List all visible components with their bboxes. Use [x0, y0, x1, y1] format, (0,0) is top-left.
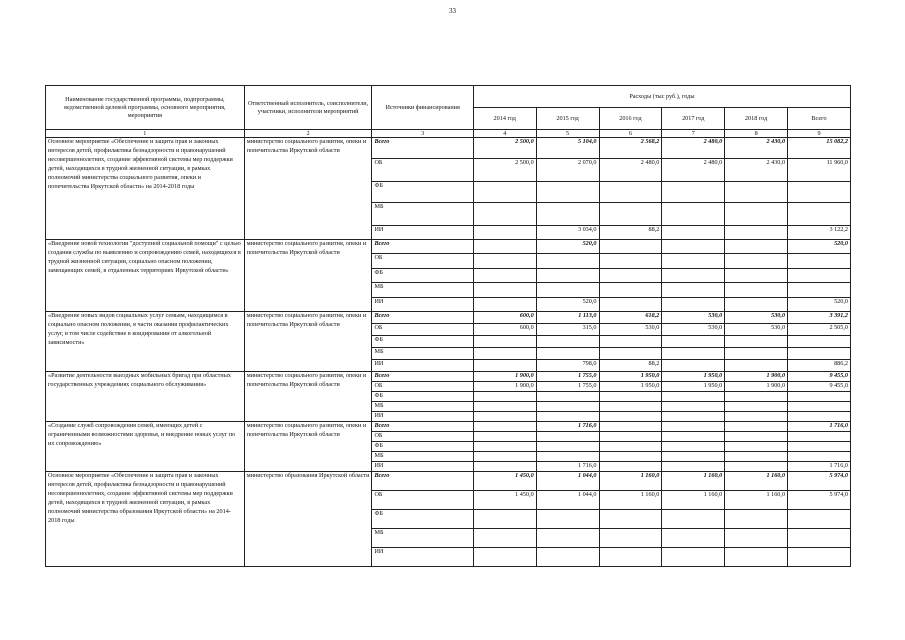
- year-value: [662, 360, 725, 372]
- total-value: [788, 510, 851, 529]
- funding-source: Всего: [372, 312, 473, 324]
- year-value: [662, 529, 725, 548]
- year-value: [662, 442, 725, 452]
- funding-source: ИИ: [372, 360, 473, 372]
- funding-source: Всего: [372, 240, 473, 254]
- activity-executor: министерство социального развития, опеки и попечительства Иркутской области: [244, 240, 372, 312]
- year-value: [473, 432, 536, 442]
- year-value: [662, 412, 725, 422]
- year-value: [662, 510, 725, 529]
- year-value: [599, 548, 662, 567]
- total-value: 11 960,0: [788, 159, 851, 182]
- year-value: [536, 269, 599, 283]
- funding-source: МБ: [372, 452, 473, 462]
- total-value: 3 122,2: [788, 226, 851, 240]
- year-value: [599, 452, 662, 462]
- year-value: [725, 432, 788, 442]
- activity-name: «Внедрение новых видов социальных услуг семьям, находящимся в социально опасном положении, в части оказания профилактических услуг, в том числе содействие в коидировании от алкогольной зависимости»: [46, 312, 245, 372]
- year-value: [473, 203, 536, 226]
- year-value: 2 430,0: [725, 138, 788, 159]
- total-value: 5 974,0: [788, 472, 851, 491]
- year-value: 2 480,0: [599, 159, 662, 182]
- year-value: [473, 529, 536, 548]
- year-value: [662, 283, 725, 298]
- column-number: 1: [46, 130, 245, 138]
- year-value: [662, 336, 725, 348]
- total-value: [788, 452, 851, 462]
- year-value: [662, 392, 725, 402]
- activity-executor: министерство социального развития, опеки и попечительства Иркутской области: [244, 138, 372, 240]
- total-value: [788, 548, 851, 567]
- total-value: 9 455,0: [788, 382, 851, 392]
- year-value: [473, 240, 536, 254]
- year-value: [599, 510, 662, 529]
- year-value: [599, 442, 662, 452]
- total-value: 1 716,0: [788, 422, 851, 432]
- year-value: [662, 240, 725, 254]
- year-value: [725, 360, 788, 372]
- financing-table: [45, 85, 851, 567]
- year-value: 530,0: [662, 312, 725, 324]
- year-value: 1 160,0: [599, 491, 662, 510]
- activity-name: Основное мероприятие «Обеспечение и защита прав и законных интересов детей, профилактика безнадзорности и правонарушений несовершеннолетних, создание эффективной системы мер поддержки детей, находящихся в трудной жизненной ситуации, в рамках полномочий министерства социального развития, опеки и попечительства Иркутской области» на 2014-2018 годы: [46, 138, 245, 240]
- year-value: 1 160,0: [662, 472, 725, 491]
- funding-source: МБ: [372, 529, 473, 548]
- total-value: 9 455,0: [788, 372, 851, 382]
- year-value: [725, 336, 788, 348]
- year-value: [662, 452, 725, 462]
- header-year: 2017 год: [662, 108, 725, 130]
- total-value: [788, 182, 851, 203]
- total-value: 2 505,0: [788, 324, 851, 336]
- total-value: [788, 348, 851, 360]
- total-value: [788, 203, 851, 226]
- funding-source: Всего: [372, 422, 473, 432]
- year-value: [473, 422, 536, 432]
- year-value: [473, 412, 536, 422]
- activity-executor: министерство социального развития, опеки и попечительства Иркутской области: [244, 372, 372, 422]
- year-value: [599, 298, 662, 312]
- year-value: 1 900,0: [725, 382, 788, 392]
- total-value: [788, 442, 851, 452]
- year-value: [725, 226, 788, 240]
- column-number: 2: [244, 130, 372, 138]
- year-value: [599, 422, 662, 432]
- year-value: 1 950,0: [662, 372, 725, 382]
- year-value: 2 480,0: [662, 159, 725, 182]
- table-row: [46, 422, 851, 432]
- year-value: [599, 412, 662, 422]
- year-value: [473, 182, 536, 203]
- total-value: [788, 336, 851, 348]
- year-value: [473, 402, 536, 412]
- year-value: [536, 254, 599, 269]
- header-total: Всего: [788, 108, 851, 130]
- activity-executor: министерство социального развития, опеки и попечительства Иркутской области: [244, 422, 372, 472]
- total-value: 15 082,2: [788, 138, 851, 159]
- year-value: 1 160,0: [662, 491, 725, 510]
- total-value: 520,0: [788, 298, 851, 312]
- year-value: [473, 226, 536, 240]
- year-value: 1 160,0: [599, 472, 662, 491]
- funding-source: ОБ: [372, 254, 473, 269]
- year-value: [725, 240, 788, 254]
- activity-name: «Внедрение новой технологии "доступной социальной помощи" с целью создания службы по выявлению и сопровождению семей, находящихся в трудной жизненной ситуации, социально опасном положении, замещающих семей, в отдаленных территориях Иркутской области»: [46, 240, 245, 312]
- year-value: [599, 240, 662, 254]
- year-value: 1 716,0: [536, 422, 599, 432]
- year-value: [725, 442, 788, 452]
- year-value: [536, 182, 599, 203]
- year-value: 1 950,0: [662, 382, 725, 392]
- year-value: [536, 392, 599, 402]
- year-value: [662, 422, 725, 432]
- table-row: [46, 312, 851, 324]
- year-value: [536, 452, 599, 462]
- year-value: 1 900,0: [473, 382, 536, 392]
- year-value: 530,0: [725, 312, 788, 324]
- year-value: 1 044,0: [536, 472, 599, 491]
- funding-source: ОБ: [372, 382, 473, 392]
- year-value: [725, 269, 788, 283]
- header-year: 2018 год: [725, 108, 788, 130]
- year-value: [536, 348, 599, 360]
- total-value: [788, 412, 851, 422]
- year-value: [662, 269, 725, 283]
- total-value: [788, 269, 851, 283]
- year-value: 2 500,0: [473, 138, 536, 159]
- funding-source: ФБ: [372, 510, 473, 529]
- column-number: 7: [662, 130, 725, 138]
- year-value: 618,2: [599, 312, 662, 324]
- year-value: 5 104,0: [536, 138, 599, 159]
- funding-source: МБ: [372, 402, 473, 412]
- year-value: [536, 529, 599, 548]
- year-value: 2 568,2: [599, 138, 662, 159]
- funding-source: ФБ: [372, 269, 473, 283]
- year-value: 1 950,0: [599, 382, 662, 392]
- column-number: 9: [788, 130, 851, 138]
- total-value: 886,2: [788, 360, 851, 372]
- year-value: 1 755,0: [536, 382, 599, 392]
- total-value: [788, 392, 851, 402]
- year-value: 1 450,0: [473, 472, 536, 491]
- year-value: [473, 392, 536, 402]
- year-value: [725, 182, 788, 203]
- year-value: 88,2: [599, 360, 662, 372]
- year-value: [473, 254, 536, 269]
- year-value: 2 500,0: [473, 159, 536, 182]
- year-value: [599, 269, 662, 283]
- year-value: [725, 452, 788, 462]
- year-value: [662, 298, 725, 312]
- year-value: [473, 336, 536, 348]
- table-body: [46, 138, 851, 567]
- table-row: [46, 138, 851, 159]
- activity-name: Основное мероприятие «Обеспечение и защита прав и законных интересов детей, профилактика безнадзорности и правонарушений несовершеннолетних, создание эффективной системы мер поддержки детей, находящихся в трудной жизненной ситуации, в рамках полномочий министерства образования Иркутской области» на 2014-2018 годы: [46, 472, 245, 567]
- year-value: [599, 182, 662, 203]
- column-number: 4: [473, 130, 536, 138]
- year-value: [536, 510, 599, 529]
- funding-source: ОБ: [372, 432, 473, 442]
- year-value: [473, 298, 536, 312]
- year-value: [725, 548, 788, 567]
- funding-source: Всего: [372, 472, 473, 491]
- year-value: [599, 283, 662, 298]
- column-number: 3: [372, 130, 473, 138]
- year-value: [599, 392, 662, 402]
- year-value: [599, 432, 662, 442]
- year-value: [473, 452, 536, 462]
- year-value: 530,0: [725, 324, 788, 336]
- year-value: 1 755,0: [536, 372, 599, 382]
- funding-source: ФБ: [372, 336, 473, 348]
- year-value: [662, 203, 725, 226]
- funding-source: ФБ: [372, 182, 473, 203]
- total-value: [788, 529, 851, 548]
- year-value: [536, 412, 599, 422]
- year-value: [662, 462, 725, 472]
- table-row: [46, 372, 851, 382]
- header-expenses: Расходы (тыс руб.), годы: [473, 86, 850, 108]
- year-value: 1 716,0: [536, 462, 599, 472]
- year-value: 520,0: [536, 298, 599, 312]
- funding-source: ИИ: [372, 412, 473, 422]
- year-value: 315,0: [536, 324, 599, 336]
- year-value: [473, 348, 536, 360]
- year-value: 1 044,0: [536, 491, 599, 510]
- total-value: [788, 254, 851, 269]
- year-value: [536, 336, 599, 348]
- year-value: [662, 254, 725, 269]
- total-value: [788, 432, 851, 442]
- year-value: 530,0: [662, 324, 725, 336]
- year-value: [662, 226, 725, 240]
- year-value: [725, 283, 788, 298]
- year-value: 2 070,0: [536, 159, 599, 182]
- year-value: [536, 283, 599, 298]
- year-value: [725, 254, 788, 269]
- year-value: [536, 432, 599, 442]
- year-value: 1 950,0: [599, 372, 662, 382]
- table-row: [46, 472, 851, 491]
- column-number: 5: [536, 130, 599, 138]
- year-value: 2 430,0: [725, 159, 788, 182]
- funding-source: МБ: [372, 348, 473, 360]
- year-value: [725, 298, 788, 312]
- header-year: 2014 год: [473, 108, 536, 130]
- year-value: [536, 203, 599, 226]
- funding-source: МБ: [372, 283, 473, 298]
- total-value: [788, 283, 851, 298]
- table-row: [46, 240, 851, 254]
- year-value: [536, 402, 599, 412]
- year-value: 600,0: [473, 312, 536, 324]
- year-value: [662, 182, 725, 203]
- year-value: [473, 283, 536, 298]
- year-value: 1 160,0: [725, 491, 788, 510]
- activity-executor: министерство образования Иркутской области: [244, 472, 372, 567]
- year-value: 88,2: [599, 226, 662, 240]
- year-value: [473, 462, 536, 472]
- year-value: [473, 360, 536, 372]
- activity-name: «Создание служб сопровождения семей, имеющих детей с ограниченными возможностями здоровья, и внедрение новых услуг по их сопровождению»: [46, 422, 245, 472]
- year-value: [473, 442, 536, 452]
- year-value: [725, 203, 788, 226]
- funding-source: ИИ: [372, 462, 473, 472]
- total-value: 3 391,2: [788, 312, 851, 324]
- year-value: 600,0: [473, 324, 536, 336]
- year-value: 1 113,0: [536, 312, 599, 324]
- year-value: [725, 529, 788, 548]
- total-value: 520,0: [788, 240, 851, 254]
- year-value: [725, 348, 788, 360]
- total-value: 1 716,0: [788, 462, 851, 472]
- year-value: [473, 510, 536, 529]
- year-value: [662, 548, 725, 567]
- year-value: 1 160,0: [725, 472, 788, 491]
- year-value: [662, 402, 725, 412]
- funding-source: ИИ: [372, 226, 473, 240]
- year-value: [725, 510, 788, 529]
- year-value: [536, 548, 599, 567]
- year-value: [725, 402, 788, 412]
- year-value: [599, 336, 662, 348]
- year-value: 1 900,0: [473, 372, 536, 382]
- year-value: [725, 422, 788, 432]
- funding-source: Всего: [372, 372, 473, 382]
- total-value: 5 974,0: [788, 491, 851, 510]
- page-number: 33: [449, 7, 456, 15]
- year-value: [599, 254, 662, 269]
- funding-source: ИИ: [372, 298, 473, 312]
- header-year: 2015 год: [536, 108, 599, 130]
- header-year: 2016 год: [599, 108, 662, 130]
- funding-source: ОБ: [372, 159, 473, 182]
- year-value: [662, 432, 725, 442]
- funding-source: ФБ: [372, 442, 473, 452]
- year-value: [599, 529, 662, 548]
- year-value: 798,0: [536, 360, 599, 372]
- year-value: [662, 348, 725, 360]
- funding-source: МБ: [372, 203, 473, 226]
- funding-source: Всего: [372, 138, 473, 159]
- year-value: 1 900,0: [725, 372, 788, 382]
- funding-source: ФБ: [372, 392, 473, 402]
- year-value: [599, 203, 662, 226]
- year-value: 1 450,0: [473, 491, 536, 510]
- year-value: [473, 548, 536, 567]
- activity-executor: министерство социального развития, опеки и попечительства Иркутской области: [244, 312, 372, 372]
- column-number: 8: [725, 130, 788, 138]
- year-value: [599, 348, 662, 360]
- year-value: [473, 269, 536, 283]
- funding-source: ИИ: [372, 548, 473, 567]
- year-value: 530,0: [599, 324, 662, 336]
- activity-name: «Развитие деятельности выездных мобильных бригад при областных государственных учреждениях социального обслуживания»: [46, 372, 245, 422]
- year-value: [599, 462, 662, 472]
- year-value: [725, 392, 788, 402]
- year-value: [725, 462, 788, 472]
- funding-source: ОБ: [372, 491, 473, 510]
- year-value: [725, 412, 788, 422]
- year-value: 520,0: [536, 240, 599, 254]
- funding-source: ОБ: [372, 324, 473, 336]
- column-number: 6: [599, 130, 662, 138]
- year-value: 2 480,0: [662, 138, 725, 159]
- header-executor: Ответственный исполнитель, соисполнители, участники, исполнители мероприятий: [244, 86, 372, 130]
- year-value: 3 034,0: [536, 226, 599, 240]
- header-name: Наименование государственной программы, подпрограммы, ведомственной целевой программы, основного мероприятия, мероприятия: [46, 86, 245, 130]
- header-source: Источники финансирования: [372, 86, 473, 130]
- total-value: [788, 402, 851, 412]
- year-value: [599, 402, 662, 412]
- year-value: [536, 442, 599, 452]
